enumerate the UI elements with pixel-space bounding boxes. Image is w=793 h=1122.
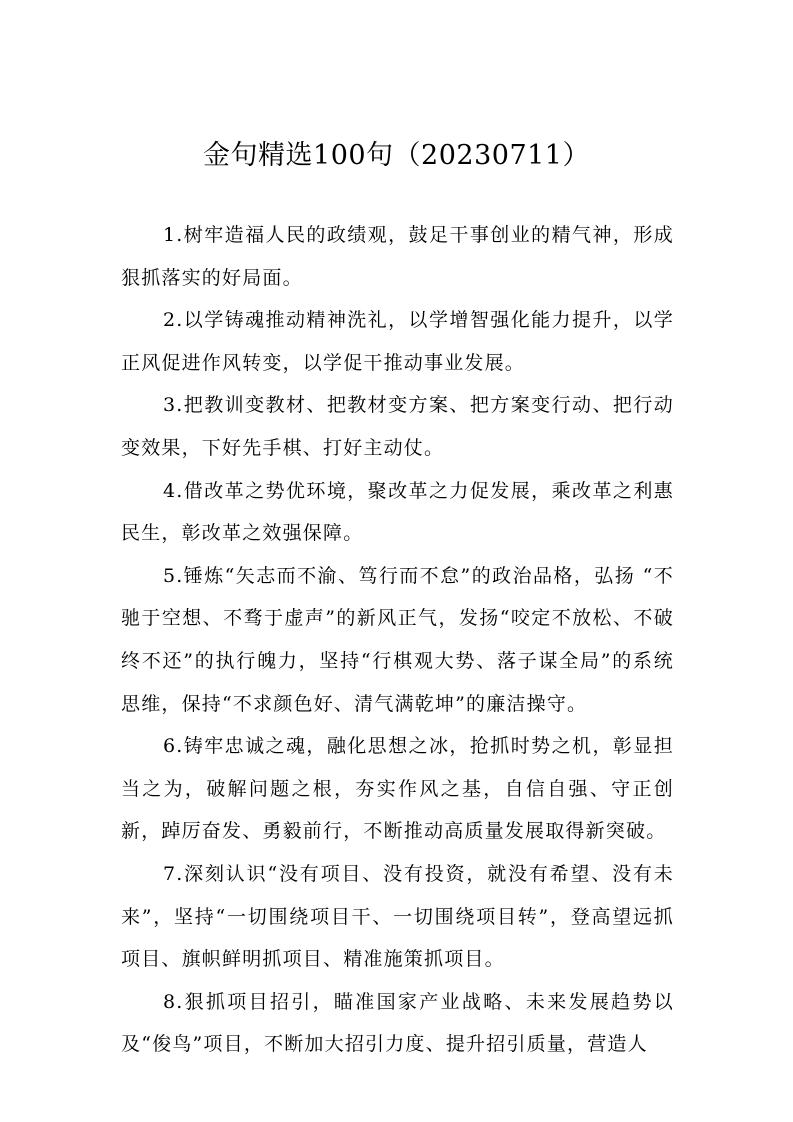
paragraph-1: 1.树牢造福人民的政绩观，鼓足干事创业的精气神，形成狠抓落实的好局面。 — [121, 224, 674, 289]
document-title: 金句精选100句（20230711） — [203, 140, 590, 171]
paragraph-5: 5.锤炼“矢志而不渝、笃行而不怠”的政治品格，弘扬 “不驰于空想、不骛于虚声”的新风正气，发扬“咬定不放松、不破终不还”的执行魄力，坚持“行棋观大势、落子谋全局”的系统思维，保持“不求颜色好、清气满乾坤”的廉洁操守。 — [121, 564, 674, 715]
paragraph-8: 8.狠抓项目招引，瞄准国家产业战略、未来发展趋势以及“俊鸟”项目，不断加大招引力度、提升招引质量，营造人 — [121, 990, 674, 1056]
paragraph-4: 4.借改革之势优环境，聚改革之力促发展，乘改革之利惠民生，彰改革之效强保障。 — [121, 479, 674, 545]
paragraph-2: 2.以学铸魂推动精神洗礼，以学增智强化能力提升，以学正风促进作风转变，以学促干推动事业发展。 — [121, 309, 674, 374]
paragraph-7: 7.深刻认识“没有项目、没有投资，就没有希望、没有未来”，坚持“一切围绕项目干、一切围绕项目转”，登高望远抓项目、旗帜鲜明抓项目、精准施策抓项目。 — [121, 862, 674, 971]
paragraph-6: 6.铸牢忠诚之魂，融化思想之冰，抢抓时势之机，彰显担当之为，破解问题之根，夯实作风之基，自信自强、守正创新，踔厉奋发、勇毅前行，不断推动高质量发展取得新突破。 — [121, 735, 674, 843]
paragraph-3: 3.把教训变教材、把教材变方案、把方案变行动、把行动变效果，下好先手棋、打好主动仗。 — [121, 394, 674, 459]
document-body — [121, 214, 674, 1066]
